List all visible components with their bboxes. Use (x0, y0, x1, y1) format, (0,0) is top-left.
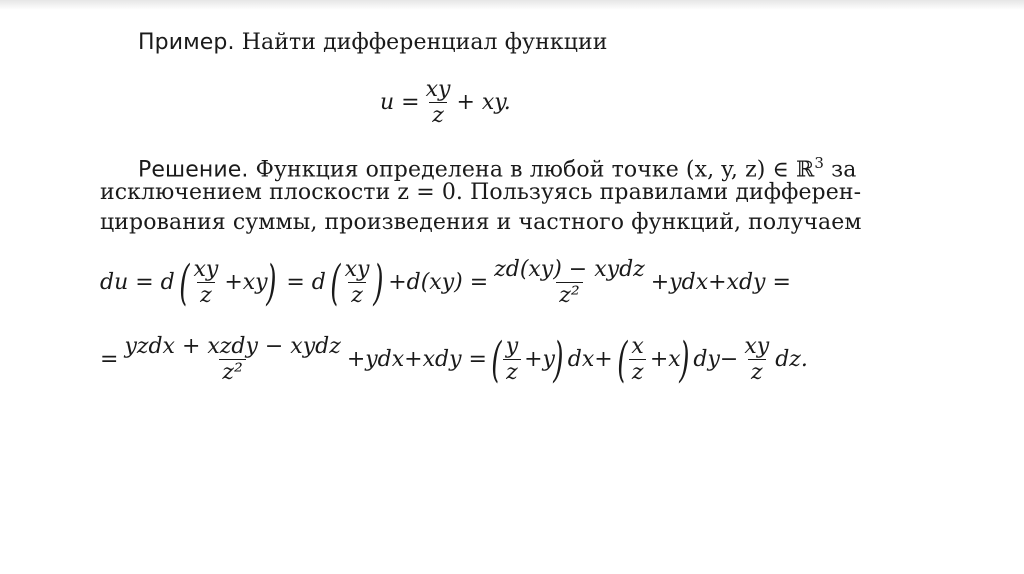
eq1-fraction-1 (191, 258, 222, 307)
left-paren-icon: ( (491, 331, 502, 388)
left-paren-icon: ( (616, 331, 628, 388)
right-paren-icon: ) (678, 331, 690, 388)
example-paragraph (138, 28, 607, 58)
eq1-fraction-3-num: zd(xy) − xydz (494, 257, 645, 282)
eq2-fraction-4-den: z (748, 359, 766, 384)
right-paren-icon: ) (373, 254, 384, 311)
eq1-fraction-1-den: z (197, 282, 215, 307)
equation-du-line-2 (100, 331, 808, 388)
eq1-fraction-2-den: z (348, 282, 366, 307)
solution-line-2: исключением плоскости z = 0. Пользуясь правилами дифферен- (100, 180, 862, 205)
eq2-dx: dx+ (567, 347, 613, 373)
solution-text-1: Функция определена в любой точке (x, y, z) ∈ ℝ (255, 157, 815, 183)
eq2-fraction-2 (503, 335, 521, 384)
example-text: Найти дифференциал функции (241, 30, 608, 55)
eq2-fraction-2-den: z (503, 359, 521, 384)
left-paren-icon: ( (178, 254, 190, 311)
eq2-fraction-3 (628, 335, 646, 384)
eq2-lead: = (100, 347, 119, 373)
formula-u-lhs: u = (380, 90, 420, 116)
eq2-paren-1-rest: +y (524, 347, 555, 373)
eq1-mid: = d (286, 270, 326, 296)
eq1-fraction-3-den: z² (556, 282, 582, 307)
solution-label: Решение. (138, 157, 249, 183)
formula-u (380, 78, 511, 127)
eq1-term-1-rest: +xy (224, 270, 268, 296)
eq1-fraction-3 (491, 258, 648, 307)
eq2-fraction-4 (741, 335, 772, 384)
eq2-fraction-1-den: z² (219, 359, 245, 384)
right-paren-icon: ) (553, 331, 564, 388)
eq1-fraction-2-num: xy (344, 257, 370, 282)
solution-line-3: цирования суммы, произведения и частного функций, получаем (100, 210, 862, 235)
eq1-tail: +ydx+xdy = (650, 270, 791, 296)
eq1-lhs: du = d (100, 270, 175, 296)
eq2-fraction-3-num: x (631, 334, 644, 359)
right-paren-icon: ) (265, 254, 277, 311)
eq2-fraction-2-num: y (505, 334, 519, 359)
left-paren-icon: ( (330, 254, 341, 311)
solution-power: 3 (814, 154, 825, 172)
eq1-fraction-2 (342, 258, 373, 307)
eq2-end: dz. (775, 347, 808, 373)
solution-text-1-end: за (824, 157, 857, 183)
example-label: Пример. (138, 30, 235, 55)
eq2-paren-2-rest: +x (649, 347, 681, 373)
eq2-fraction-3-den: z (629, 359, 647, 384)
formula-u-numerator: xy (425, 77, 451, 102)
eq1-term-3: +d(xy) = (388, 270, 489, 296)
eq2-fraction-4-num: xy (744, 334, 770, 359)
window-top-shadow (0, 0, 1024, 10)
formula-u-rest: + xy. (456, 90, 511, 116)
eq2-dy: dy− (693, 347, 739, 373)
eq2-mid: +ydx+xdy = (346, 347, 487, 373)
eq2-fraction-1 (121, 335, 343, 384)
formula-u-fraction (423, 78, 454, 127)
eq2-fraction-1-num: yzdx + xzdy − xydz (124, 334, 341, 359)
eq1-fraction-1-num: xy (193, 257, 219, 282)
formula-u-denominator: z (429, 102, 447, 127)
equation-du-line-1 (100, 254, 791, 311)
